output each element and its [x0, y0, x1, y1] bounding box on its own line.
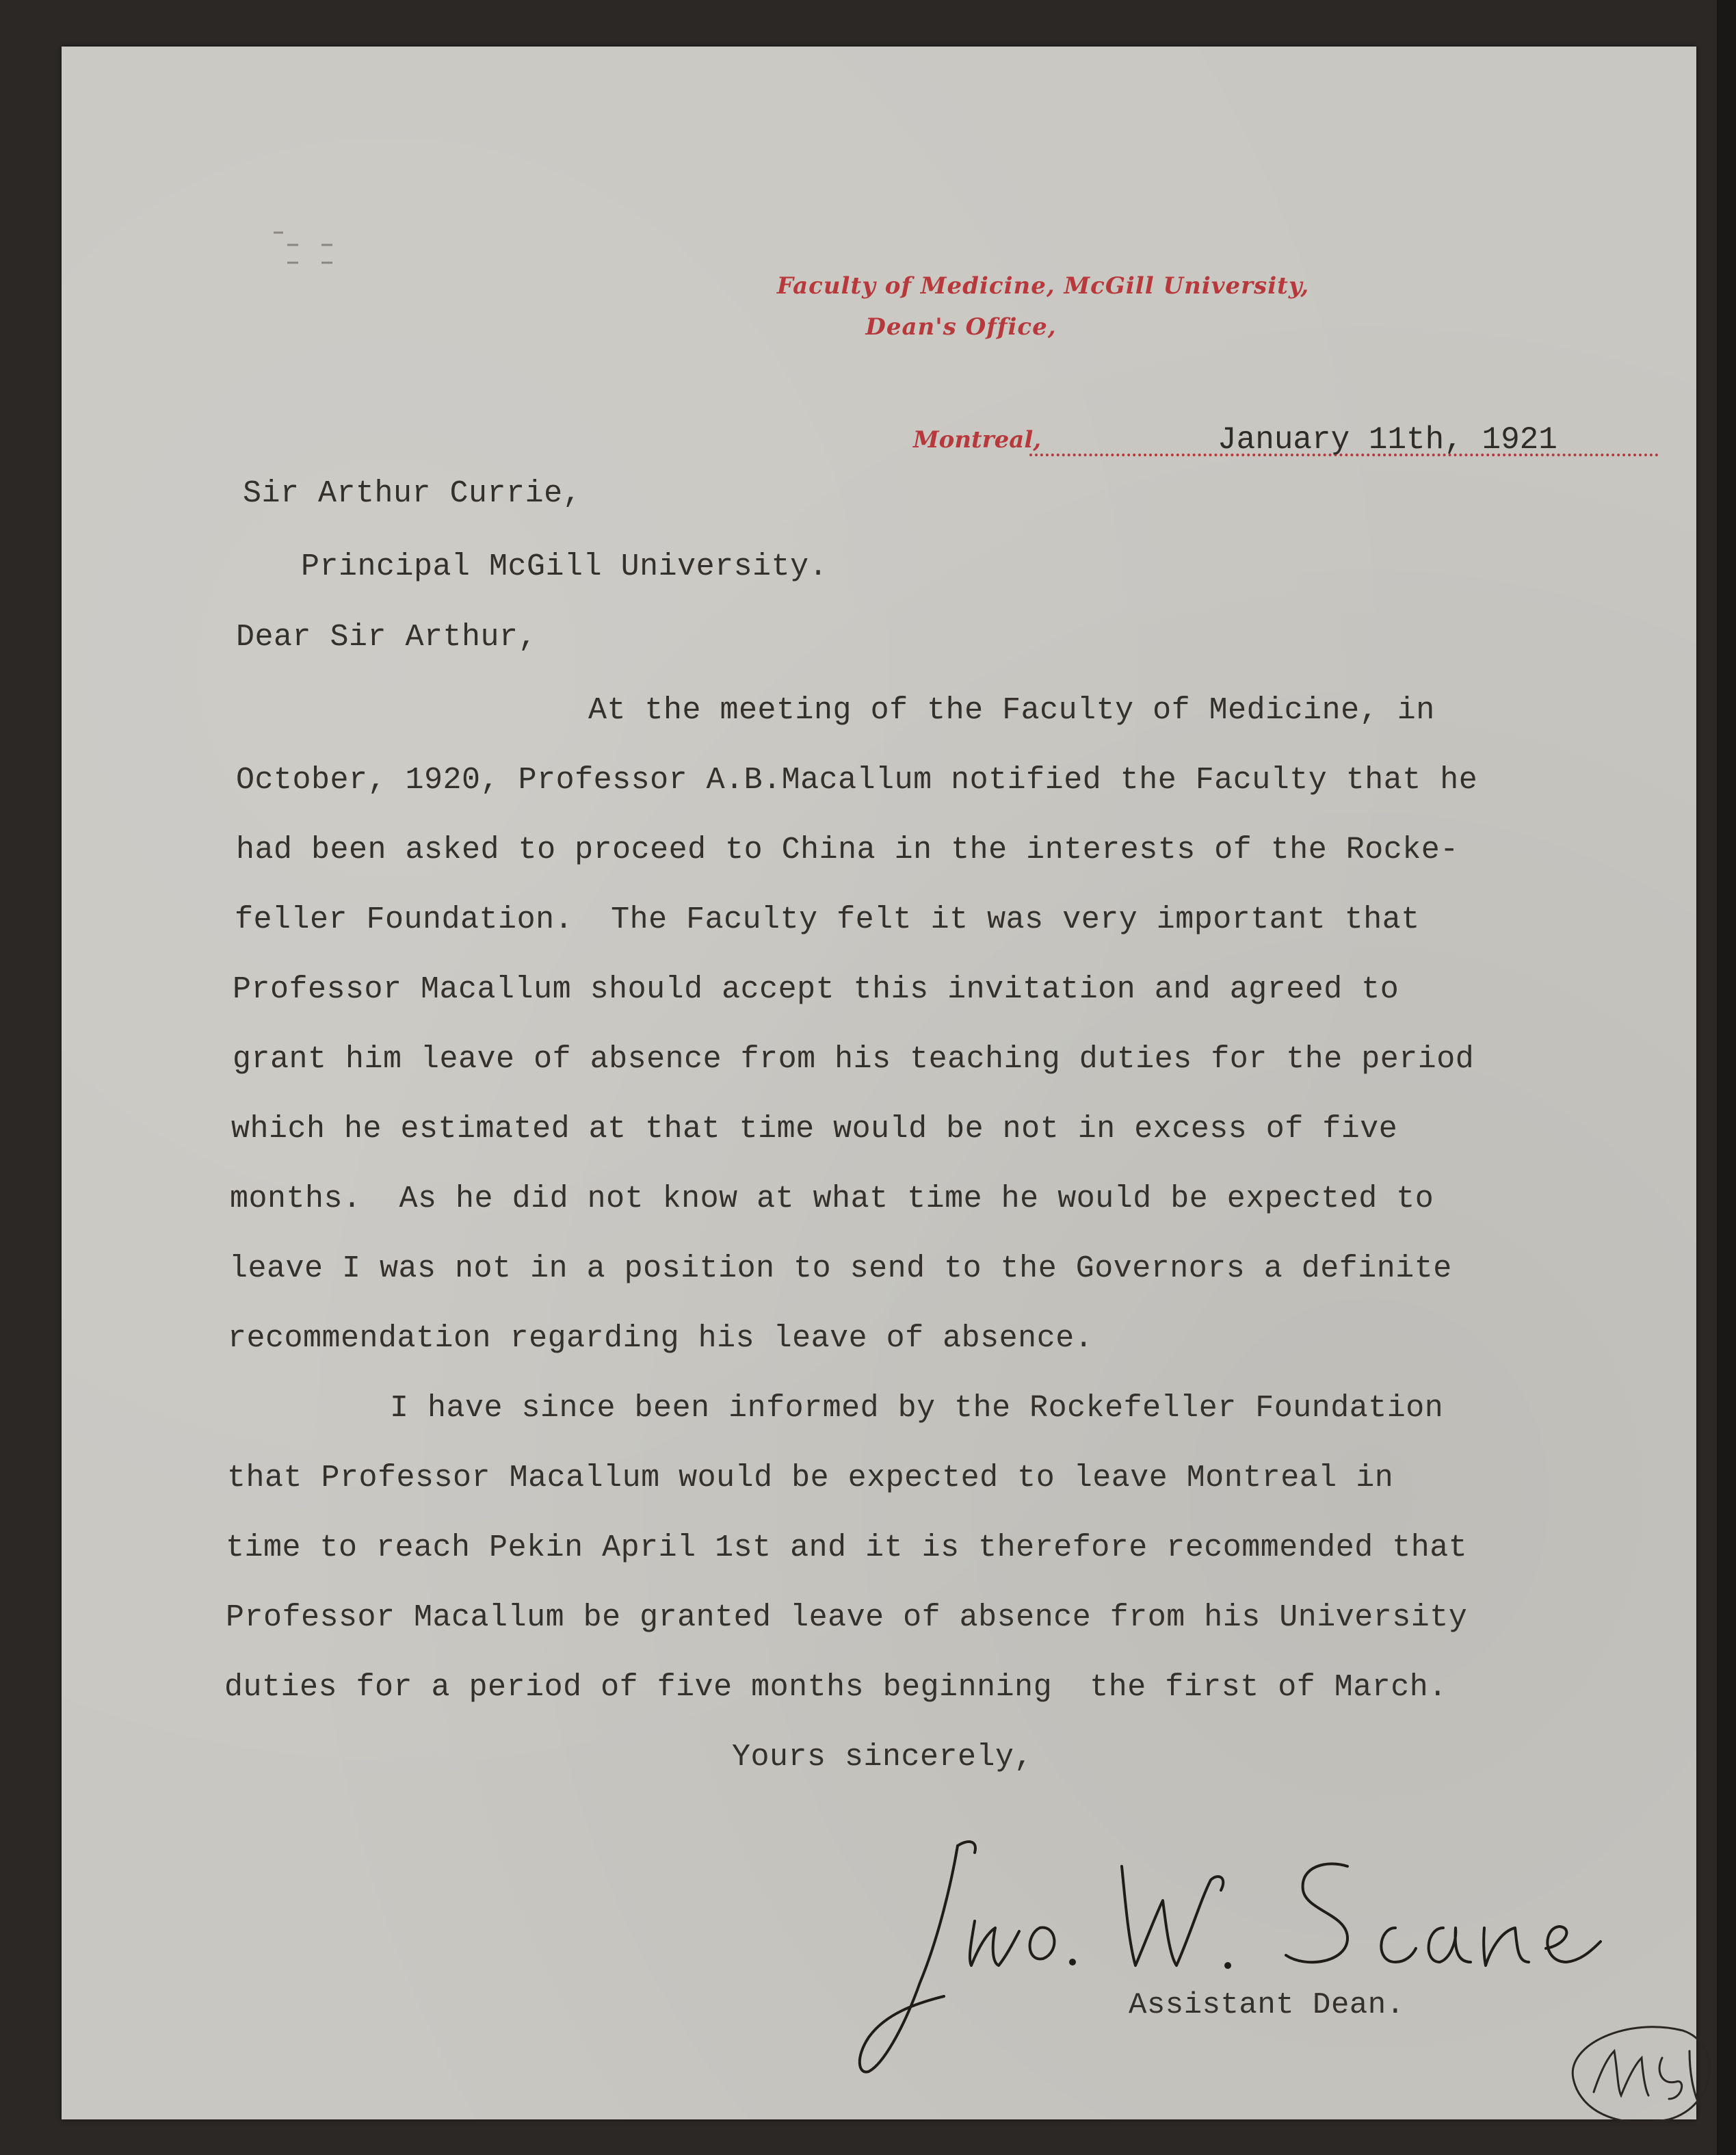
place-label: Montreal,	[913, 426, 1042, 454]
body-line: Professor Macallum be granted leave of absence from his University	[226, 1600, 1468, 1635]
body-line: leave I was not in a position to send to the Governors a definite	[229, 1251, 1452, 1286]
salutation: Dear Sir Arthur,	[236, 620, 538, 655]
closing: Yours sincerely,	[732, 1740, 1034, 1775]
recipient-title: Principal McGill University.	[301, 549, 828, 584]
body-line: time to reach Pekin April 1st and it is therefore recommended that	[226, 1530, 1468, 1565]
body-line: which he estimated at that time would be not in excess of five	[231, 1112, 1398, 1147]
letter-page	[62, 47, 1696, 2119]
letterhead-office: Dean's Office,	[865, 313, 1057, 341]
body-line: Professor Macallum should accept this invitation and agreed to	[233, 972, 1399, 1007]
signer-title: Assistant Dean.	[1129, 1988, 1405, 2022]
body-line: that Professor Macallum would be expected to leave Montreal in	[227, 1461, 1394, 1496]
body-line: October, 1920, Professor A.B.Macallum notified the Faculty that he	[236, 763, 1478, 798]
letterhead-faculty: Faculty of Medicine, McGill University,	[776, 272, 1310, 300]
body-line: grant him leave of absence from his teaching duties for the period	[233, 1042, 1475, 1077]
dateline	[913, 422, 1659, 467]
body-line: feller Foundation. The Faculty felt it was very important that	[235, 902, 1420, 937]
recipient-name: Sir Arthur Currie,	[243, 476, 582, 511]
body-line: recommendation regarding his leave of absence.	[228, 1321, 1094, 1356]
paper-marks	[260, 224, 369, 279]
initials-mark	[1553, 2003, 1731, 2140]
body-line: I have since been informed by the Rockefeller Foundation	[390, 1391, 1444, 1426]
body-line: duties for a period of five months beginning the first of March.	[224, 1670, 1447, 1705]
body-line: months. As he did not know at what time he would be expected to	[230, 1181, 1434, 1216]
letter-date: January 11th, 1921	[1218, 422, 1557, 458]
body-line: had been asked to proceed to China in the interests of the Rocke-	[236, 833, 1459, 867]
body-line: At the meeting of the Faculty of Medicine, in	[588, 693, 1435, 728]
